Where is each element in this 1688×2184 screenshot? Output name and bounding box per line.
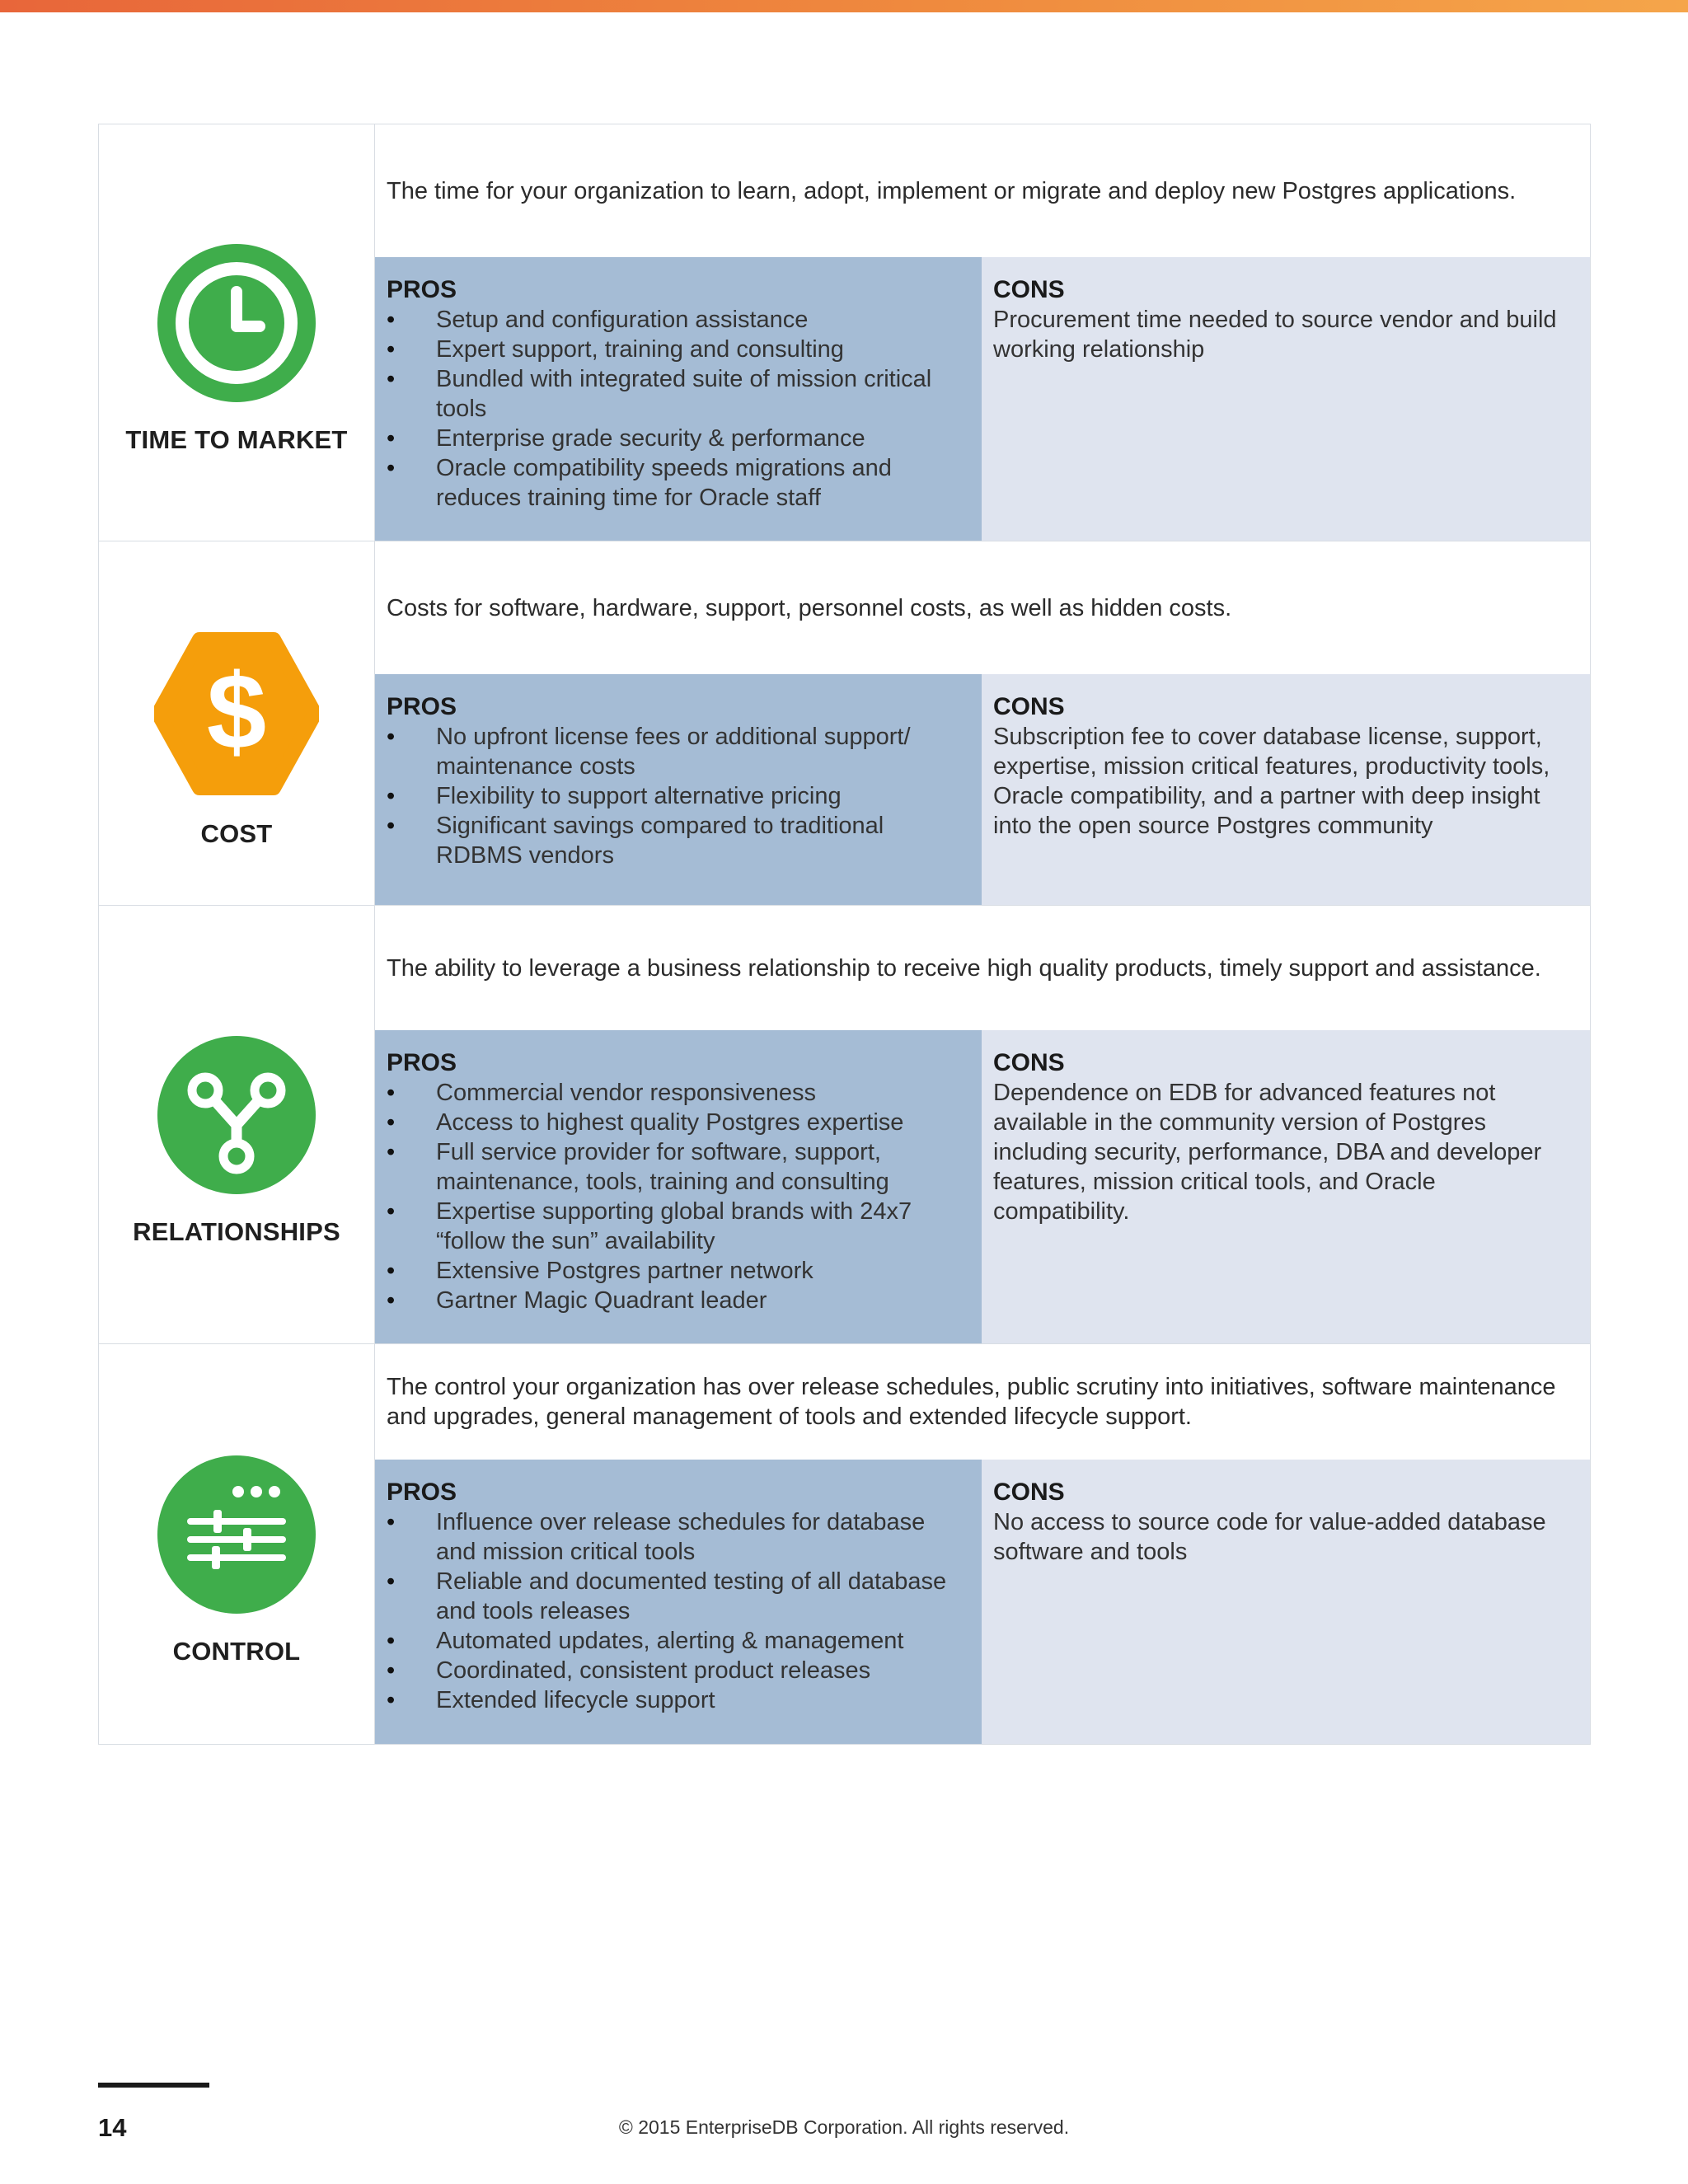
pros-item: • Expert support, training and consulting	[387, 336, 844, 363]
cons-heading: CONS	[993, 693, 1065, 720]
cons-heading: CONS	[993, 276, 1065, 303]
pros-item: • Bundled with integrated suite of mission critical tools	[387, 366, 932, 422]
pros-cell	[375, 257, 982, 541]
bullet-icon: •	[387, 813, 396, 839]
pros-item: • Influence over release schedules for database and mission critical tools	[387, 1509, 926, 1565]
row-description: The ability to leverage a business relationship to receive high quality products, timely support and assistance.	[375, 906, 1590, 1030]
copyright-notice: © 2015 EnterpriseDB Corporation. All rights reserved.	[618, 2116, 1070, 2138]
bullet-icon: •	[387, 724, 396, 750]
bullet-icon: •	[387, 783, 396, 809]
pros-item: • No upfront license fees or additional support/ maintenance costs	[387, 724, 911, 780]
pros-cell	[375, 1460, 982, 1744]
cons-text: Subscription fee to cover database license, support, expertise, mission critical features, productivity tools, Oracle compatibility, and a partner with deep insight into the open source Postgres community	[993, 724, 1550, 839]
pros-list	[387, 1078, 970, 1315]
bullet-icon: •	[387, 455, 396, 481]
row-label: TIME TO MARKET	[125, 424, 348, 454]
bullet-icon: •	[387, 307, 396, 333]
bullet-icon: •	[387, 1687, 396, 1713]
row-content	[375, 541, 1591, 905]
pros-list	[387, 1507, 970, 1715]
cons-cell	[982, 674, 1590, 905]
row-relationships	[98, 906, 1591, 1344]
bullet-icon: •	[387, 1258, 396, 1284]
pros-cell	[375, 674, 982, 905]
pros-item: • Coordinated, consistent product releases	[387, 1657, 871, 1684]
cons-heading: CONS	[993, 1479, 1065, 1506]
clock-icon	[157, 244, 316, 402]
cons-text: Procurement time needed to source vendor and build working relationship	[993, 307, 1557, 363]
row-label: CONTROL	[172, 1636, 301, 1666]
pros-cons	[375, 1030, 1590, 1343]
bullet-icon: •	[387, 1568, 396, 1595]
row-description: The control your organization has over release schedules, public scrutiny into initiatives, software maintenance and upgrades, general management of tools and extended lifecycle support.	[375, 1344, 1590, 1460]
footer-rule	[98, 2083, 209, 2088]
pros-cons	[375, 257, 1590, 541]
pros-item: • Automated updates, alerting & management	[387, 1628, 904, 1654]
row-content	[375, 124, 1591, 541]
cons-cell	[982, 1460, 1590, 1744]
pros-item: • Significant savings compared to traditional RDBMS vendors	[387, 813, 884, 869]
pros-item: • Access to highest quality Postgres expertise	[387, 1109, 904, 1136]
pros-item: • Reliable and documented testing of all database and tools releases	[387, 1568, 947, 1624]
network-icon	[157, 1036, 316, 1194]
pros-item: • Extended lifecycle support	[387, 1687, 715, 1713]
pros-list	[387, 722, 970, 870]
bullet-icon: •	[387, 425, 396, 452]
cons-text: Dependence on EDB for advanced features not available in the community version of Postgres including security, performance, DBA and developer features, mission critical tools, and Oracle compatibility.	[993, 1080, 1542, 1225]
pros-cons	[375, 674, 1590, 905]
page-number: 14	[98, 2113, 127, 2142]
row-icon-cell	[98, 1344, 375, 1744]
row-label: RELATIONSHIPS	[133, 1216, 340, 1246]
pros-heading: PROS	[387, 1049, 457, 1076]
pros-item: • Full service provider for software, support, maintenance, tools, training and consulting	[387, 1139, 889, 1195]
cons-heading: CONS	[993, 1049, 1065, 1076]
bullet-icon: •	[387, 1080, 396, 1106]
row-description: The time for your organization to learn, adopt, implement or migrate and deploy new Postgres applications.	[375, 124, 1590, 257]
row-content	[375, 1344, 1591, 1744]
pros-item: • Flexibility to support alternative pricing	[387, 783, 842, 809]
pros-item: • Commercial vendor responsiveness	[387, 1080, 816, 1106]
row-label: COST	[200, 818, 273, 848]
bullet-icon: •	[387, 1628, 396, 1654]
row-content	[375, 906, 1591, 1343]
pros-heading: PROS	[387, 1479, 457, 1506]
svg-text:$: $	[206, 650, 267, 771]
bullet-icon: •	[387, 1509, 396, 1535]
dollar-icon	[154, 631, 319, 796]
pros-item: • Oracle compatibility speeds migrations and reduces training time for Oracle staff	[387, 455, 892, 511]
pros-item: • Setup and configuration assistance	[387, 307, 809, 333]
bullet-icon: •	[387, 1139, 396, 1165]
pros-cell	[375, 1030, 982, 1343]
cons-text: No access to source code for value-added database software and tools	[993, 1509, 1546, 1565]
bullet-icon: •	[387, 366, 396, 392]
row-time-to-market	[98, 124, 1591, 541]
row-cost	[98, 541, 1591, 906]
sliders-icon	[157, 1455, 316, 1614]
row-description: Costs for software, hardware, support, personnel costs, as well as hidden costs.	[375, 541, 1590, 674]
cons-cell	[982, 257, 1590, 541]
pros-item: • Expertise supporting global brands with 24x7 “follow the sun” availability	[387, 1198, 912, 1254]
bullet-icon: •	[387, 1198, 396, 1225]
row-control	[98, 1344, 1591, 1744]
pros-cons	[375, 1460, 1590, 1744]
row-icon-cell	[98, 541, 375, 905]
row-icon-cell	[98, 124, 375, 541]
bullet-icon: •	[387, 1109, 396, 1136]
bullet-icon: •	[387, 336, 396, 363]
pros-list	[387, 305, 970, 513]
row-icon-cell	[98, 906, 375, 1343]
bullet-icon: •	[387, 1657, 396, 1684]
top-accent-bar	[0, 0, 1688, 12]
comparison-table	[98, 124, 1591, 1745]
bullet-icon: •	[387, 1287, 396, 1314]
pros-heading: PROS	[387, 693, 457, 720]
pros-item: • Enterprise grade security & performance	[387, 425, 865, 452]
pros-item: • Gartner Magic Quadrant leader	[387, 1287, 767, 1314]
pros-item: • Extensive Postgres partner network	[387, 1258, 814, 1284]
cons-cell	[982, 1030, 1590, 1343]
pros-heading: PROS	[387, 276, 457, 303]
